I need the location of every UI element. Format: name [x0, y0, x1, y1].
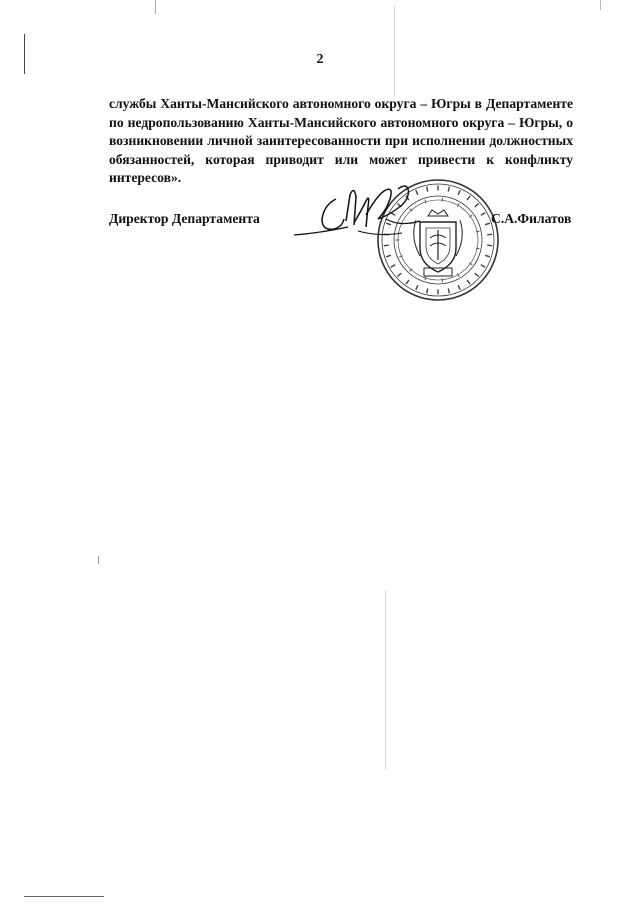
- scan-artifact: [385, 590, 386, 770]
- body-line: возникновении личной заинтересованности при исполнении должностных: [109, 133, 573, 149]
- body-line: службы Ханты-Мансийского автономного округа – Югры в Департаменте: [109, 96, 573, 111]
- body-line: по недропользованию Ханты-Мансийского автономного округа – Югры, о: [109, 114, 573, 130]
- signer-title: Директор Департамента: [109, 211, 260, 226]
- signature-icon: [290, 175, 430, 245]
- scan-artifact: [394, 6, 395, 96]
- scan-artifact: [600, 0, 601, 10]
- scan-artifact: [98, 556, 99, 564]
- scan-artifact: [24, 896, 104, 897]
- signer-name: С.А.Филатов: [491, 211, 572, 226]
- page-number: 2: [316, 52, 324, 67]
- body-line: интересов».: [109, 170, 182, 186]
- body-line: обязанностей, которая приводит или может привести к конфликту: [109, 151, 573, 167]
- scan-artifact: [155, 0, 156, 14]
